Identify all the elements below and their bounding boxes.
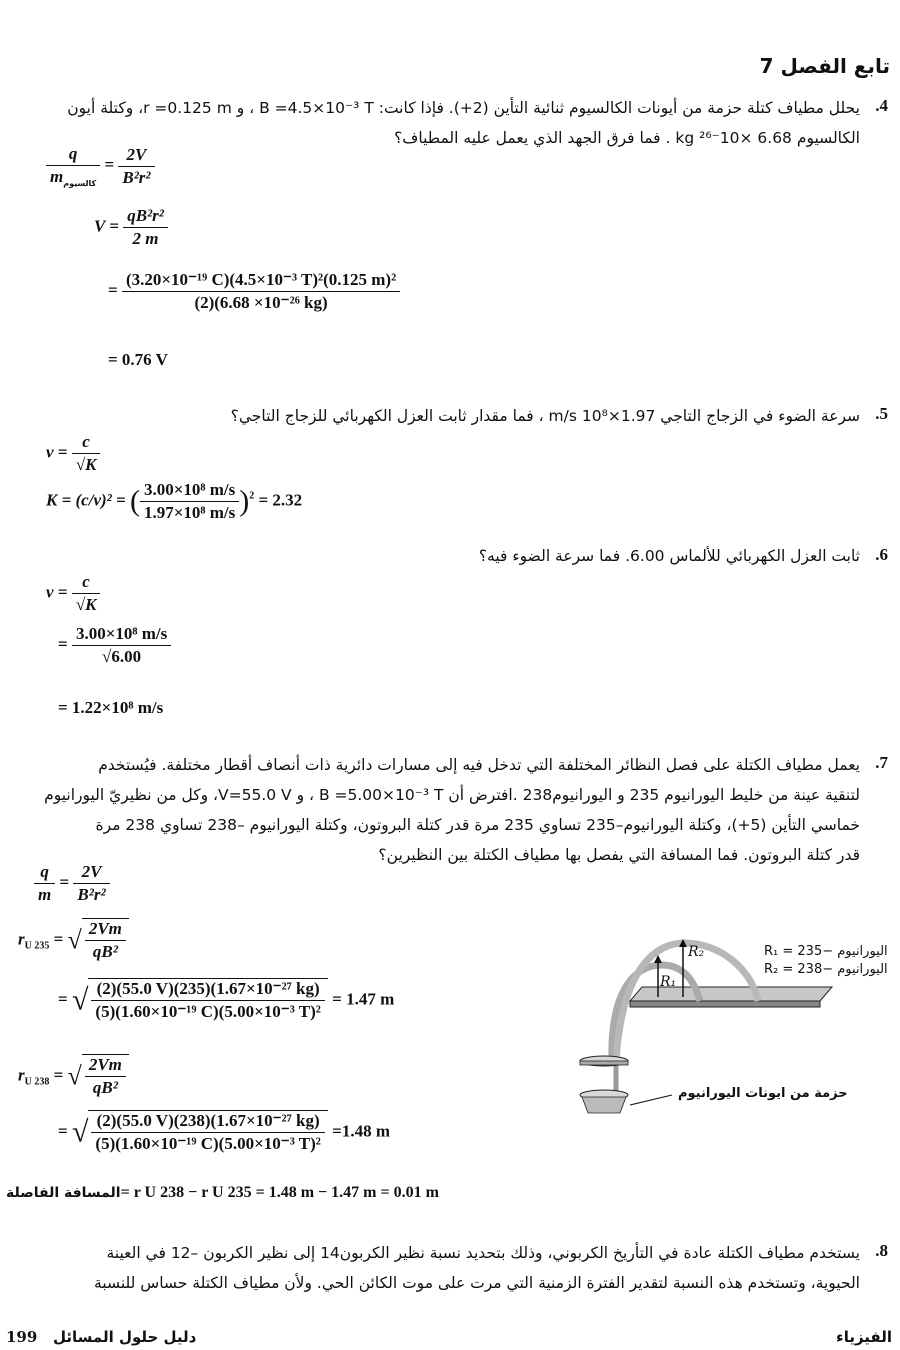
q6-eq1-num: c — [72, 572, 101, 594]
diagram-beam-label: حزمة من ايونات اليورانيوم — [678, 1086, 848, 1101]
q7-r238-sub: U 238 — [24, 1076, 50, 1088]
q4-result: = 0.76 V — [108, 350, 168, 369]
q7-eq1-den-r: B²r² — [77, 885, 106, 904]
diagram-legend-r2: R₂ = 238− اليورانيوم — [764, 962, 888, 977]
question-number-7: .7 — [875, 753, 888, 772]
q4-eq3-den: (2)(6.68 ×10⁻²⁶ kg) — [194, 293, 328, 312]
q4-equation-2 — [94, 206, 168, 249]
diagram-legend-r1: R₁ = 235− اليورانيوم — [764, 944, 888, 959]
q7-distance-label: المسافة الفاصلة — [6, 1185, 121, 1201]
q6-equation-2: = $\frac{\text{3.00×10⁸ m/s}}{√6.00}$ — [58, 624, 171, 667]
question-6-text: ثابت العزل الكهربائي للألماس 6.00. فما سرعة الضوء فيه؟ — [478, 547, 860, 565]
question-5-text: سرعة الضوء في الزجاج التاجي 1.97×10⁸ m/s ، فما مقدار ثابت العزل الكهربائي للزجاج التاجي؟ — [230, 407, 860, 425]
detector-plate-edge — [630, 1001, 820, 1007]
q5-eq2-num: 3.00×10⁸ m/s — [140, 480, 239, 502]
q7-r238-formula: $r_{U 238}$ = √ $\frac{2Vm}{\text{qB²}}$ — [18, 1054, 129, 1098]
question-7-line-2: لتنقية عينة من خليط اليورانيوم 235 و اليورانيوم238 .افترض أن B =5.00×10⁻³ T ، و V=55.0 V، وكل من نظيريّ اليورانيوم — [44, 786, 860, 804]
q7-r235-result: = 1.47 m — [332, 989, 395, 1009]
question-7-line-1: يعمل مطياف الكتلة على فصل النظائر المختلفة التي تدخل فيه إلى مسارات دائرية ذات أنصاف أقطار مختلفة. فيُستخدم — [98, 756, 860, 774]
question-number-5: .5 — [875, 404, 888, 423]
q6-eq1-lhs: v = — [46, 582, 68, 602]
q4-equation-1: $\frac{q}{m_{كالسيوم}}$ = $\frac{2V}{\text{B²r²}}$ — [46, 144, 155, 188]
page-number: 199 — [6, 1328, 38, 1346]
q7-distance-eq: = r U 238 − r U 235 = 1.48 m − 1.47 m = 0.01 m — [120, 1184, 439, 1201]
question-4-line-2: الكالسيوم 6.68 ×10⁻²⁶ kg . فما فرق الجهد الذي يعمل عليه المطياف؟ — [394, 129, 860, 147]
q4-eq1-q: q — [46, 144, 100, 166]
beam-pointer — [630, 1095, 672, 1105]
q7-r235-formula: $r_{U 235}$ = √ $\frac{2Vm}{\text{qB²}}$ — [18, 918, 129, 962]
q5-equation-2: K = (c/v)² = ( $\frac{\text{3.00×10⁸ m/s}}{\text{1.97×10⁸ m/s}}$ )$^2$ = 2.32 — [46, 480, 303, 522]
q6-equation-1 — [46, 572, 100, 615]
q7-r238-sqrt-den: qB² — [92, 1078, 118, 1097]
q6-result: = 1.22×10⁸ m/s — [58, 698, 164, 717]
q4-eq3-num: (3.20×10⁻¹⁹ C)(4.5×10⁻³ T)²(0.125 m)² — [122, 270, 400, 292]
q6-eq1-den: √K — [75, 595, 97, 614]
q7-r235-calc: = √ $\frac{\text{(2)(55.0 V)(235)(1.67×10⁻²⁷ kg)}}{\text{(5)(1.60×10⁻¹⁹ C)(5.00×10⁻³ T)²}}$ = 1.47 m — [58, 979, 395, 1021]
q7-r235-sqrt-num: 2Vm — [85, 919, 126, 941]
q7-r238-den: (5)(1.60×10⁻¹⁹ C)(5.00×10⁻³ T)² — [95, 1134, 321, 1153]
q7-distance — [6, 1184, 439, 1202]
diagram-r1-label: R₁ — [660, 974, 677, 990]
q4-eq1-sub: كالسيوم — [63, 179, 97, 188]
book-title: دليل حلول المسائل — [52, 1328, 197, 1346]
q5-eq2-den: 1.97×10⁸ m/s — [143, 503, 236, 522]
q7-r238-sqrt-num: 2Vm — [85, 1055, 126, 1077]
chapter-title: تابع الفصل 7 — [759, 54, 890, 78]
q7-r235-sqrt-den: qB² — [92, 942, 118, 961]
question-8-line-1: يستخدم مطياف الكتلة عادة في التأريخ الكربوني، وذلك بتحديد نسبة نظير الكربون14 إلى نظير الكربون –12 في العينة — [106, 1244, 860, 1262]
q5-eq1-den: √K — [75, 455, 97, 474]
q7-eq1-num-l: q — [34, 862, 55, 884]
q7-r235-den: (5)(1.60×10⁻¹⁹ C)(5.00×10⁻³ T)² — [95, 1002, 321, 1021]
q5-equation-1 — [46, 432, 100, 475]
q4-eq1-rhs-den: B²r² — [122, 167, 151, 187]
q4-eq2-lhs: V = — [94, 216, 119, 236]
q7-r235-lhs: r — [18, 929, 25, 949]
q7-r235-sub: U 235 — [24, 940, 50, 952]
q7-eq1-num-r: 2V — [73, 862, 109, 884]
q7-r235-num: (2)(55.0 V)(235)(1.67×10⁻²⁷ kg) — [91, 979, 324, 1001]
q7-eq1-den-l: m — [38, 885, 52, 904]
footer-left — [6, 1328, 196, 1346]
question-7-line-3: خماسي التأين (5+)، وكتلة اليورانيوم–235 تساوي 235 مرة قدر كتلة البروتون، وكتلة اليورانيوم –238 تساوي 238 مرة — [95, 816, 860, 834]
q4-eq2-den: 2 m — [132, 229, 159, 248]
q4-equation-3: = $\frac{\text{(3.20×10⁻¹⁹ C)(4.5×10⁻³ T)²(0.125 m)²}}{\text{(2)(6.68 ×10⁻²⁶ kg)}}$ — [108, 270, 400, 313]
q5-eq1-lhs: v = — [46, 442, 68, 462]
q5-eq2-lhs: K = (c/v)² = — [46, 490, 126, 510]
q4-eq1-m: m — [50, 167, 64, 186]
question-7-line-4: قدر كتلة البروتون. فما المسافة التي يفصل بها مطياف الكتلة بين النظيرين؟ — [378, 846, 860, 864]
question-4-line-1: يحلل مطياف كتلة حزمة من أيونات الكالسيوم ثنائية التأين (2+). فإذا كانت: B =4.5×10⁻³ T ، و r =0.125 m، وكتلة أيون — [67, 99, 860, 117]
question-8-line-2: الحيوية، وتستخدم هذه النسبة لتقدير الفترة الزمنية التي مرت على موت الكائن الحي. ولأن مطياف الكتلة حساس للنسبة — [94, 1274, 860, 1292]
question-8-text — [0, 1238, 860, 1298]
q7-r238-lhs: r — [18, 1065, 25, 1085]
q7-r238-num: (2)(55.0 V)(238)(1.67×10⁻²⁷ kg) — [91, 1111, 324, 1133]
q7-r238-result: =1.48 m — [332, 1121, 390, 1141]
q5-eq1-num: c — [72, 432, 101, 454]
q5-eq2-result: = 2.32 — [258, 490, 303, 510]
question-number-4: .4 — [875, 96, 888, 115]
footer-subject: الفيزياء — [836, 1328, 892, 1346]
question-number-6: .6 — [875, 545, 888, 564]
q7-r238-calc: = √ $\frac{\text{(2)(55.0 V)(238)(1.67×10⁻²⁷ kg)}}{\text{(5)(1.60×10⁻¹⁹ C)(5.00×10⁻³ T)²}}$ =1.48 m — [58, 1111, 390, 1153]
question-number-8: .8 — [875, 1241, 888, 1260]
diagram-r2-label: R₂ — [688, 944, 705, 960]
q6-eq2-num: 3.00×10⁸ m/s — [72, 624, 171, 646]
ion-source — [582, 1097, 626, 1113]
q4-eq2-num: qB²r² — [123, 206, 168, 228]
q4-eq1-rhs-num: 2V — [118, 145, 154, 167]
question-7-text — [0, 750, 860, 870]
q7-equation-1: $\frac{q}{m}$ = $\frac{2V}{\text{B²r²}}$ — [34, 862, 110, 905]
q6-eq2-den: √6.00 — [102, 647, 142, 666]
